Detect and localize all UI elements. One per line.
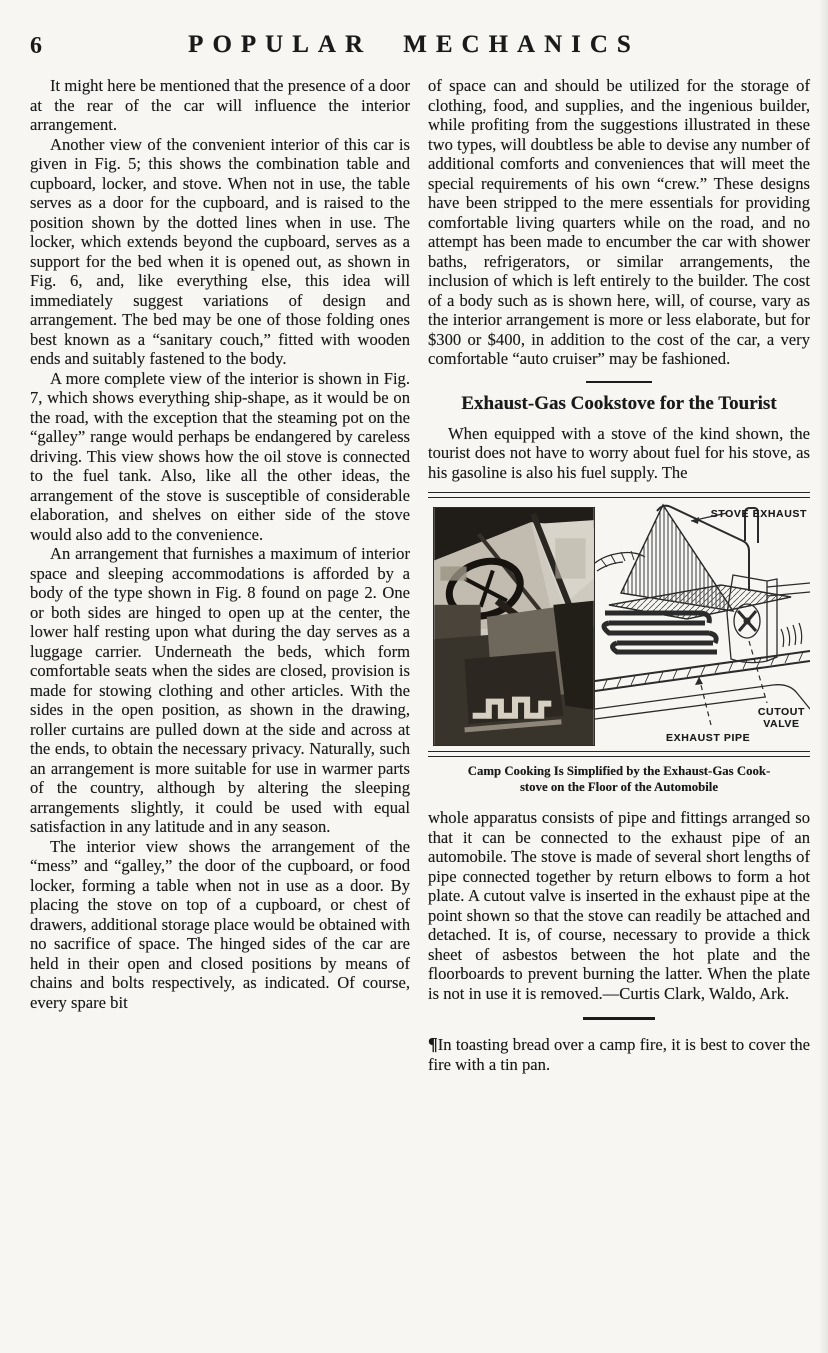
- photo-halftone-art: [434, 508, 594, 745]
- end-divider-rule: [583, 1017, 655, 1020]
- paragraph-continuation: of space can and should be utilized for the storage of clothing, food, and supplies, and the ingenious builder, while profiting from the suggestions illustrated in these two types, will doubtless be able to devise any number of additional comforts and conveniences that will meet the special requirements of his own “crew.” These designs have been stripped to the mere essentials for providing comfortable living quarters while on the road, and no attempt has been made to encumber the car with shower baths, refrigerators, or similar arrangements, the inclusion of which is left entirely to the builder. The cost of a body such as is shown here, will, of course, vary as the interior arrangement is more or less elaborate, but for $300 or $400, in addition to the cost of the car, a very comfortable “auto cruiser” may be fashioned.: [428, 76, 810, 368]
- paragraph-mark: ¶: [428, 1034, 438, 1054]
- section-heading: Exhaust-Gas Cookstove for the Tourist: [461, 392, 777, 414]
- paragraph: A more complete view of the interior is shown in Fig. 7, which shows everything ship-shape, as it would be on the road, with the exception that the steaming pot on the “galley” range would perhaps be endangered by careless driving. This view shows how the oil stove is connected to the fuel tank. Also, like all the other ideas, the arrangement of the stove is susceptible of considerable elaboration, and shelves on either side of the stove would also add to the convenience.: [30, 368, 410, 544]
- page-number: 6: [30, 33, 42, 59]
- figure-caption: Camp Cooking Is Simplified by the Exhaust-Gas Cook- stove on the Floor of the Automobile: [467, 764, 771, 794]
- section-body-paragraph: whole apparatus consists of pipe and fittings arranged so that it can be connected to the exhaust pipe of an automobile. The stove is made of several short lengths of pipe connected together by return elbows to form a hot plate. A cutout valve is inserted in the exhaust pipe at the point shown so that the stove can readily be attached and detached. It is, of course, necessary to provide a thick sheet of asbestos between the hot plate and the floorboards to prevent burning the latter. When the plate is not in use it is removed.—Curtis Clark, Waldo, Ark.: [428, 808, 810, 1003]
- paragraph: It might here be mentioned that the presence of a door at the rear of the car will influence the interior arrangement.: [30, 76, 410, 134]
- paragraph: An arrangement that furnishes a maximum of interior space and sleeping accommodations is afforded by a body of the type shown in Fig. 8 found on page 2. One or both sides are hinged to open up at the center, the lower half resting upon what during the day serves as a luggage carrier. Underneath the beds, which form comfortable seats when the sides are closed, provision is made for stowing clothing and other articles. With the sides in the open position, as shown in the drawing, roller curtains are pulled down at the side and across at the ends, to obtain the necessary privacy. Naturally, such an arrangement is more suitable for use in warmer parts of the country, although by altering the sleeping arrangements slightly, it could be used with equal satisfaction in any latitude and in any season.: [30, 544, 410, 836]
- masthead-title: POPULAR MECHANICS: [188, 31, 640, 58]
- label-exhaust-pipe: EXHAUST PIPE: [666, 732, 751, 744]
- right-column: [428, 76, 810, 1074]
- section-intro-paragraph: When equipped with a stove of the kind shown, the tourist does not have to worry about fuel for his stove, as his gasoline is also his fuel supply. The: [428, 423, 810, 482]
- figure-body: [428, 501, 810, 748]
- tip-note: ¶In toasting bread over a camp fire, it is best to cover the fire with a tin pan.: [428, 1034, 810, 1074]
- section-divider-rule: [586, 381, 652, 383]
- paragraph: The interior view shows the arrangement of the “mess” and “galley,” the door of the cupboard, or food locker, forming a table when not in use as a door. By placing the stove on top of a cupboard, or chest of drawers, additional storage place would be obtained with no sacrifice of space. The hinged sides of the car are held in their open and closed positions by means of chains and bolts respectively, as indicated. Of course, every spare bit: [30, 836, 410, 1012]
- label-cutout-valve: CUTOUT VALVE: [757, 706, 805, 730]
- left-column: [30, 76, 410, 1012]
- figure-bottom-rule: [428, 751, 810, 757]
- scan-edge-shadow: [818, 0, 828, 1353]
- paragraph: Another view of the convenient interior of this car is given in Fig. 5; this shows the combination table and cupboard, locker, and stove. When not in use, the table serves as a door for the cupboard, and is raised to the position shown by the dotted lines when in use. The locker, which extends beyond the cupboard, serves as a support for the bed when it is opened out, as shown in Fig. 6, and, like everything else, this idea will immediately suggest variations of design and arrangement. The bed may be one of those folding ones best known as a “sanitary couch,” fitted with wooden ends and suitably fastened to the body.: [30, 134, 410, 368]
- figure-top-rule: [428, 492, 810, 498]
- cookstove-photo: [433, 507, 595, 746]
- cookstove-figure: [428, 492, 810, 757]
- label-stove-exhaust: STOVE EXHAUST: [710, 508, 807, 520]
